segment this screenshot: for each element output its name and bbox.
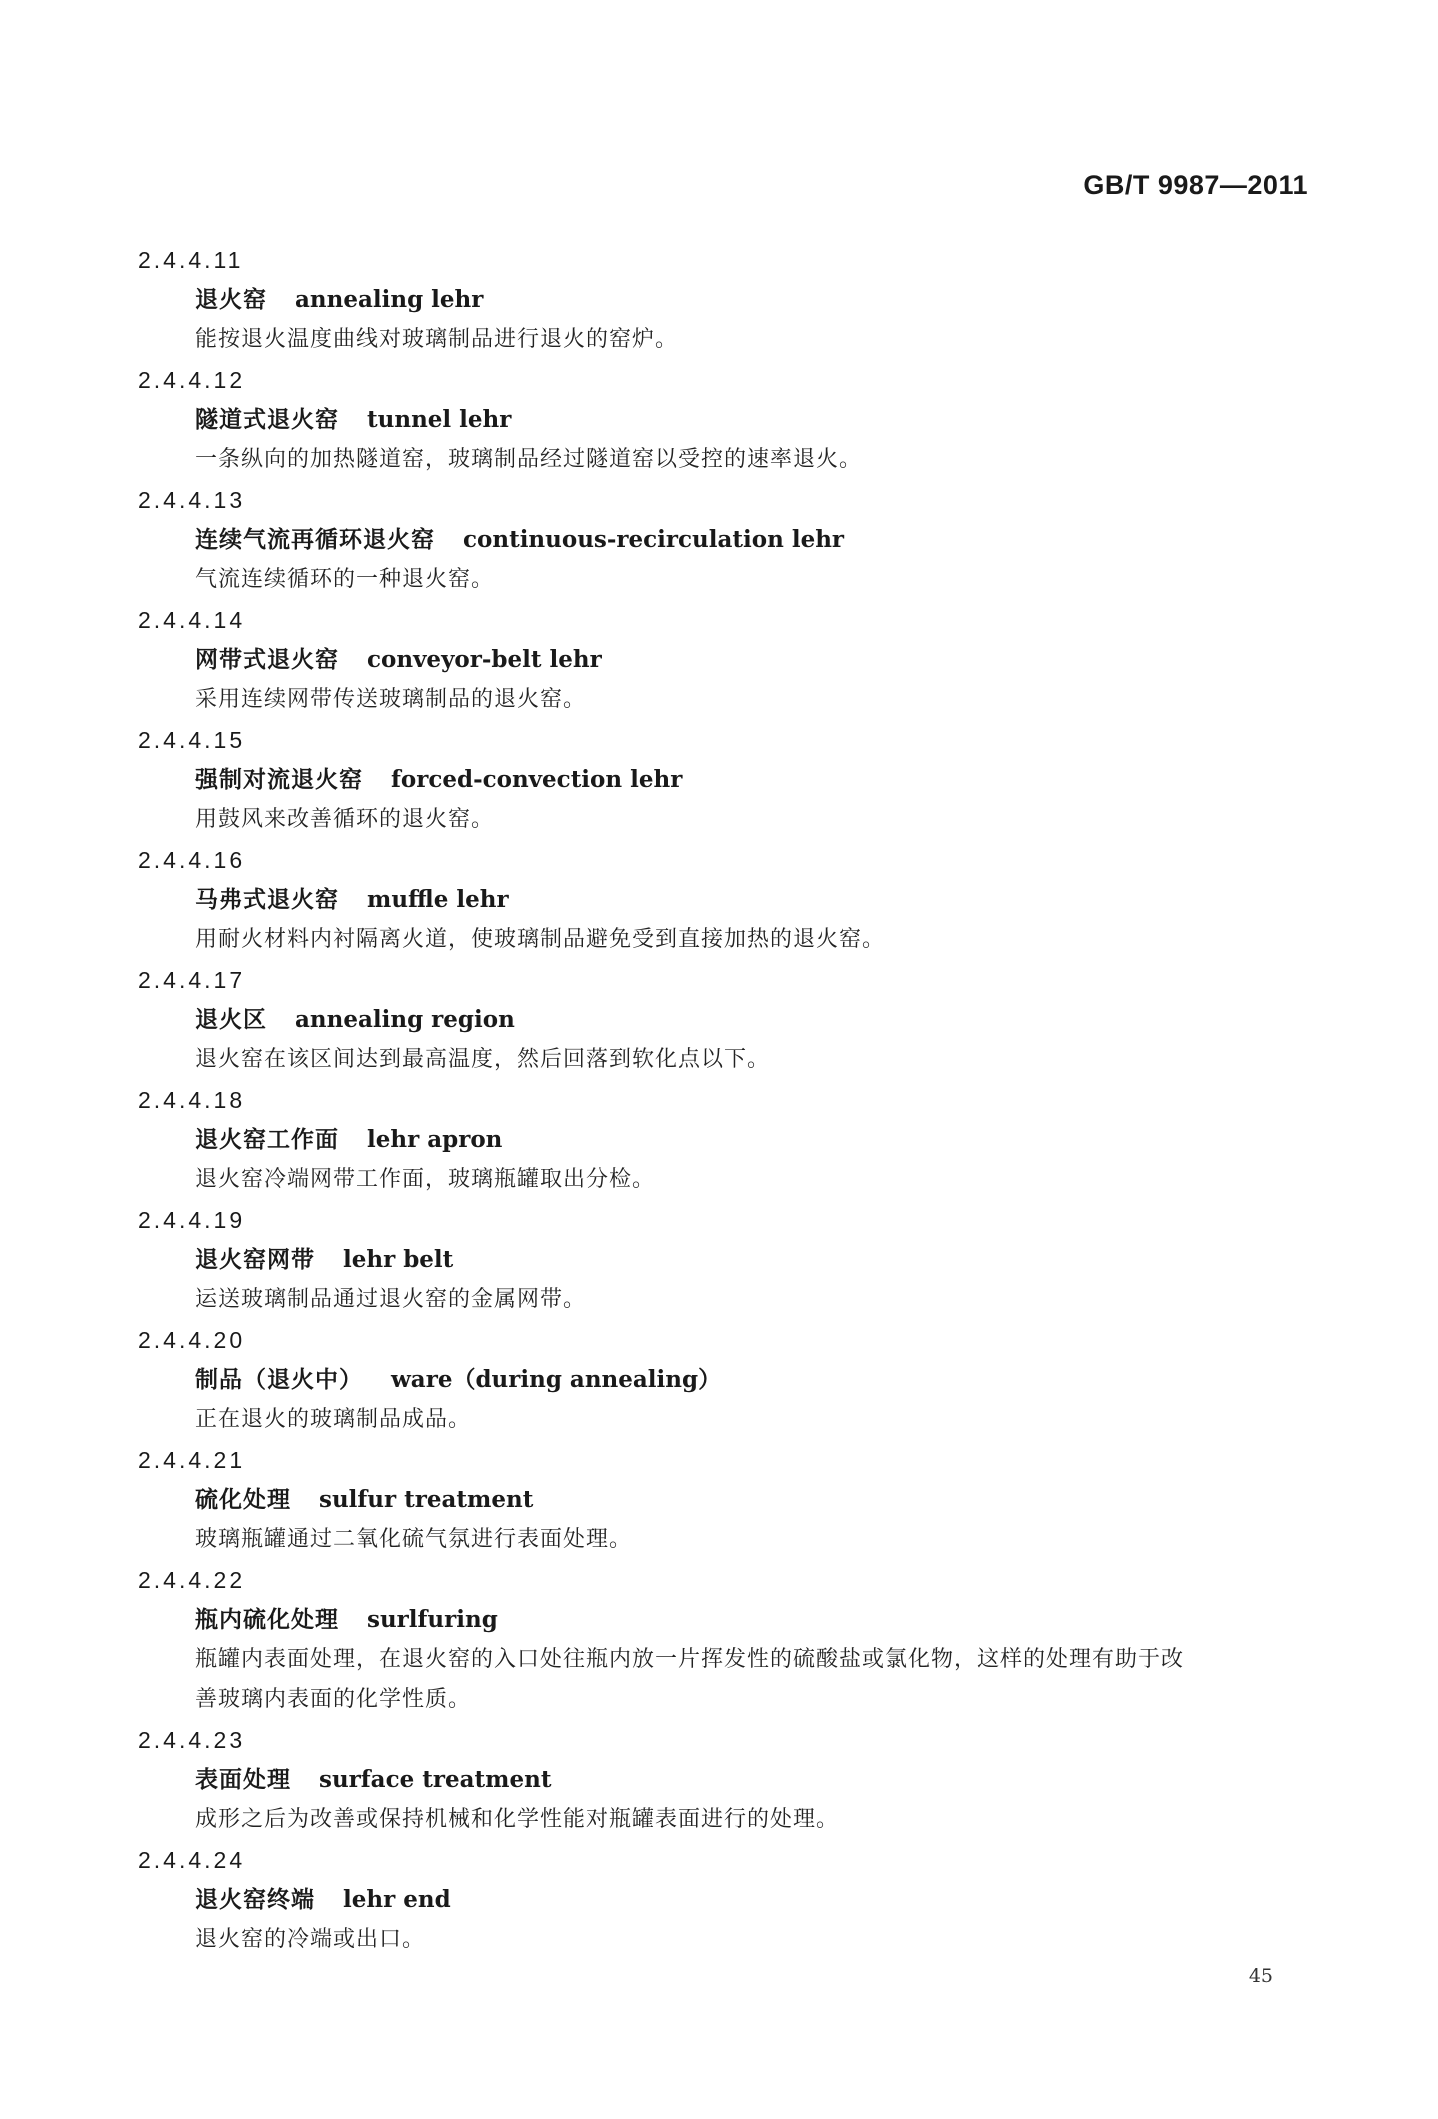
term-chinese: 表面处理 — [195, 1767, 291, 1793]
entry-term — [195, 760, 1318, 800]
entry-number: 2.4.4.23 — [138, 1727, 246, 1753]
term-chinese: 退火窑终端 — [195, 1887, 315, 1913]
term-chinese: 马弗式退火窑 — [195, 887, 339, 913]
term-entry-list — [138, 240, 1318, 1960]
entry-term — [195, 280, 1318, 320]
term-english: sulfur treatment — [319, 1486, 534, 1513]
definition-line: 用鼓风来改善循环的退火窑。 — [195, 807, 495, 832]
term-english: continuous-recirculation lehr — [463, 526, 845, 553]
term-chinese: 退火窑工作面 — [195, 1127, 339, 1153]
entry-definition — [195, 920, 1318, 960]
entry-definition — [195, 800, 1318, 840]
definition-line: 退火窑的冷端或出口。 — [195, 1927, 426, 1952]
term-english: lehr belt — [343, 1246, 454, 1273]
definition-line: 成形之后为改善或保持机械和化学性能对瓶罐表面进行的处理。 — [195, 1807, 840, 1832]
entry-definition — [195, 1920, 1318, 1960]
term-entry — [138, 720, 1318, 840]
definition-line: 能按退火温度曲线对玻璃制品进行退火的窑炉。 — [195, 327, 679, 352]
entry-term — [195, 1760, 1318, 1800]
entry-term — [195, 1880, 1318, 1920]
entry-number: 2.4.4.19 — [138, 1207, 246, 1233]
definition-line: 善玻璃内表面的化学性质。 — [195, 1687, 472, 1712]
definition-line: 一条纵向的加热隧道窑，玻璃制品经过隧道窑以受控的速率退火。 — [195, 447, 863, 472]
term-english: annealing lehr — [295, 286, 484, 313]
term-english: annealing region — [295, 1006, 515, 1033]
entry-number: 2.4.4.20 — [138, 1327, 246, 1353]
entry-number: 2.4.4.12 — [138, 367, 246, 393]
entry-definition — [195, 1520, 1318, 1560]
term-entry — [138, 360, 1318, 480]
term-english: surface treatment — [319, 1766, 552, 1793]
entry-term — [195, 1360, 1318, 1400]
entry-definition — [195, 440, 1318, 480]
term-entry — [138, 480, 1318, 600]
definition-line: 用耐火材料内衬隔离火道，使玻璃制品避免受到直接加热的退火窑。 — [195, 927, 886, 952]
term-chinese: 退火窑网带 — [195, 1247, 315, 1273]
term-english: tunnel lehr — [367, 406, 512, 433]
entry-definition — [195, 1800, 1318, 1840]
definition-line: 退火窑冷端网带工作面，玻璃瓶罐取出分检。 — [195, 1167, 656, 1192]
term-entry — [138, 1200, 1318, 1320]
entry-number: 2.4.4.14 — [138, 607, 246, 633]
term-entry — [138, 1440, 1318, 1560]
entry-term — [195, 1000, 1318, 1040]
definition-line: 采用连续网带传送玻璃制品的退火窑。 — [195, 687, 587, 712]
entry-number: 2.4.4.24 — [138, 1847, 246, 1873]
definition-line: 瓶罐内表面处理，在退火窑的入口处往瓶内放一片挥发性的硫酸盐或氯化物，这样的处理有助于改 — [195, 1647, 1185, 1672]
entry-term — [195, 520, 1318, 560]
page-number: 45 — [1248, 1965, 1273, 1987]
term-entry — [138, 960, 1318, 1080]
entry-definition — [195, 1040, 1318, 1080]
entry-term — [195, 640, 1318, 680]
term-entry — [138, 1080, 1318, 1200]
term-english: ware（during annealing） — [391, 1366, 722, 1393]
term-entry — [138, 840, 1318, 960]
entry-term — [195, 400, 1318, 440]
definition-line: 玻璃瓶罐通过二氧化硫气氛进行表面处理。 — [195, 1527, 633, 1552]
term-chinese: 隧道式退火窑 — [195, 407, 339, 433]
entry-definition — [195, 560, 1318, 600]
entry-term — [195, 1600, 1318, 1640]
term-entry — [138, 240, 1318, 360]
entry-number: 2.4.4.16 — [138, 847, 246, 873]
entry-term — [195, 1480, 1318, 1520]
entry-number: 2.4.4.17 — [138, 967, 246, 993]
entry-definition — [195, 1160, 1318, 1200]
term-entry — [138, 1320, 1318, 1440]
term-chinese: 退火区 — [195, 1007, 267, 1033]
entry-term — [195, 1240, 1318, 1280]
term-english: conveyor-belt lehr — [367, 646, 602, 673]
term-chinese: 瓶内硫化处理 — [195, 1607, 339, 1633]
term-entry — [138, 1560, 1318, 1720]
term-english: lehr apron — [367, 1126, 503, 1153]
term-english: lehr end — [343, 1886, 451, 1913]
definition-line: 气流连续循环的一种退火窑。 — [195, 567, 495, 592]
term-entry — [138, 1720, 1318, 1840]
definition-line: 正在退火的玻璃制品成品。 — [195, 1407, 472, 1432]
entry-definition — [195, 320, 1318, 360]
entry-number: 2.4.4.13 — [138, 487, 246, 513]
term-chinese: 网带式退火窑 — [195, 647, 339, 673]
entry-definition — [195, 1280, 1318, 1320]
term-english: surlfuring — [367, 1606, 498, 1633]
entry-number: 2.4.4.21 — [138, 1447, 246, 1473]
standard-code-header: GB/T 9987—2011 — [1083, 170, 1308, 200]
entry-number: 2.4.4.15 — [138, 727, 246, 753]
entry-definition — [195, 1400, 1318, 1440]
definition-line: 运送玻璃制品通过退火窑的金属网带。 — [195, 1287, 587, 1312]
entry-term — [195, 880, 1318, 920]
entry-definition — [195, 1640, 1318, 1720]
definition-line: 退火窑在该区间达到最高温度，然后回落到软化点以下。 — [195, 1047, 771, 1072]
entry-number: 2.4.4.22 — [138, 1567, 246, 1593]
term-chinese: 连续气流再循环退火窑 — [195, 527, 435, 553]
term-english: muffle lehr — [367, 886, 509, 913]
term-chinese: 硫化处理 — [195, 1487, 291, 1513]
term-chinese: 退火窑 — [195, 287, 267, 313]
term-entry — [138, 600, 1318, 720]
entry-number: 2.4.4.18 — [138, 1087, 246, 1113]
entry-definition — [195, 680, 1318, 720]
term-english: forced-convection lehr — [391, 766, 683, 793]
entry-term — [195, 1120, 1318, 1160]
term-chinese: 强制对流退火窑 — [195, 767, 363, 793]
entry-number: 2.4.4.11 — [138, 247, 244, 273]
term-entry — [138, 1840, 1318, 1960]
term-chinese: 制品（退火中） — [195, 1367, 363, 1393]
